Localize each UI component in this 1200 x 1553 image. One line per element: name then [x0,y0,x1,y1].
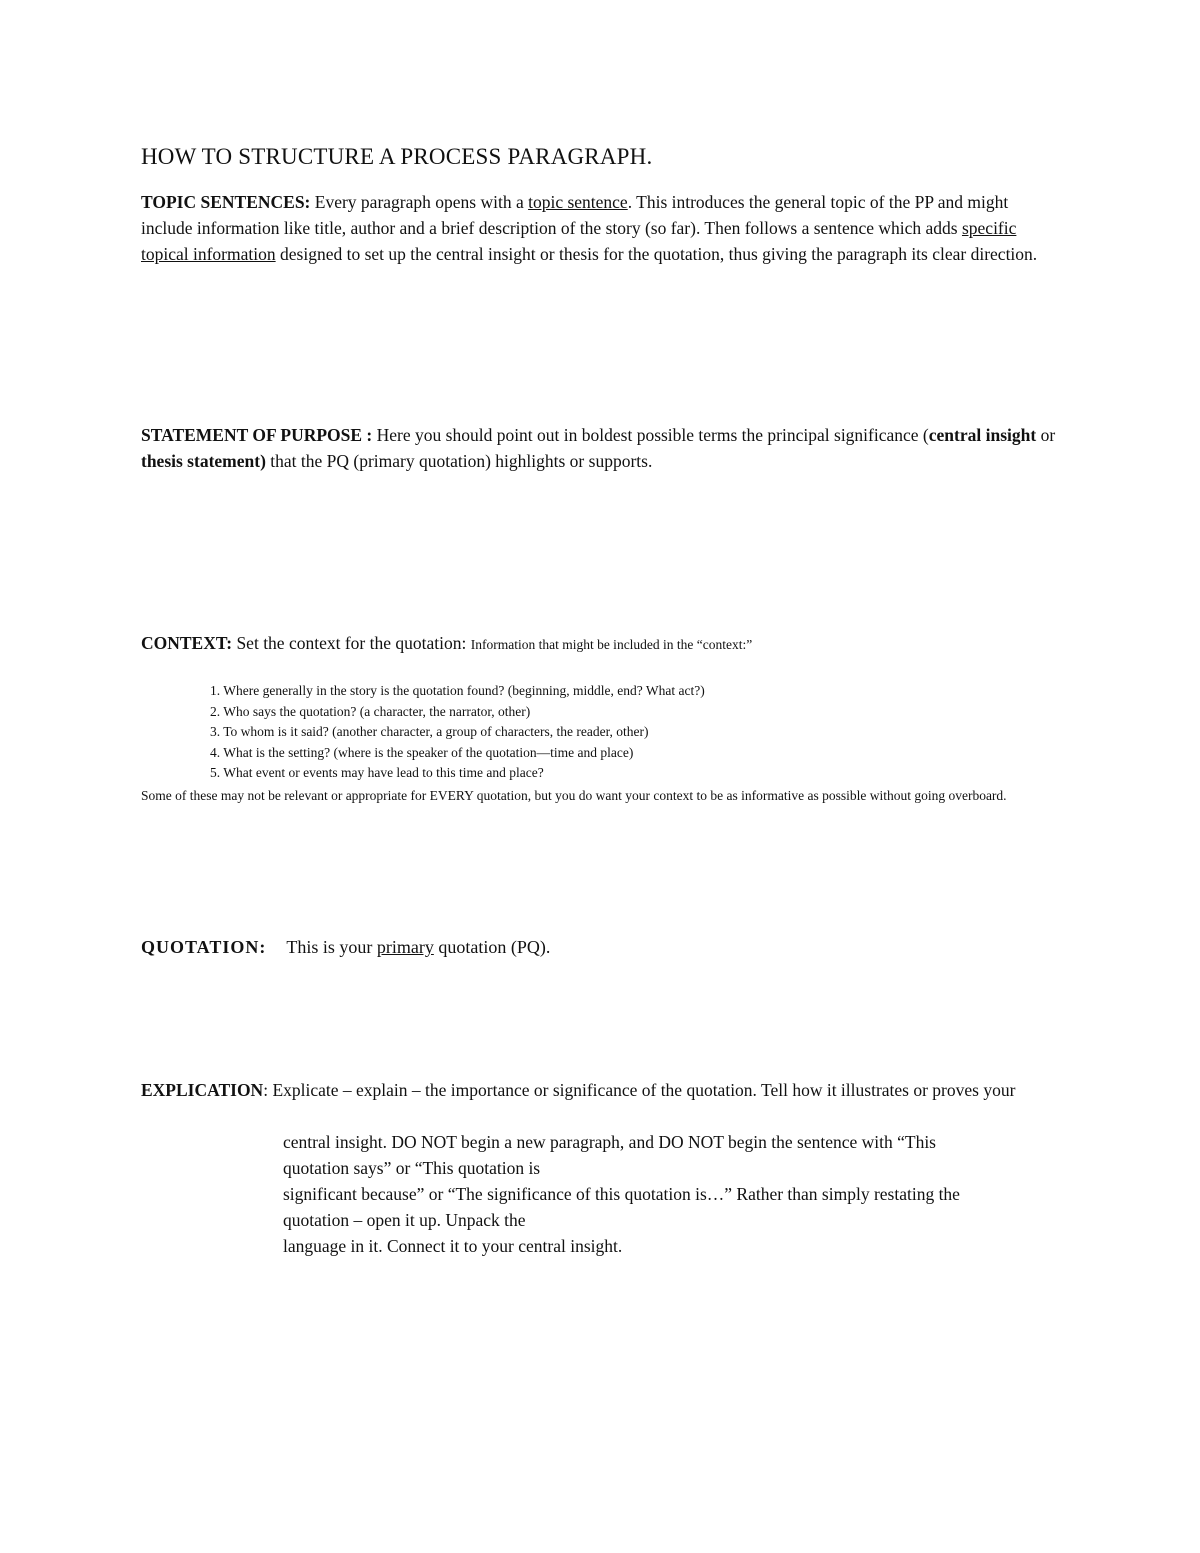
central-insight-bold: central insight [928,425,1037,445]
topic-sentences-section [141,189,1061,267]
quotation-section [141,934,1061,960]
topic-text-1: Every paragraph opens with a [310,192,529,212]
thesis-statement-bold: thesis statement) [141,451,266,471]
topic-text-3: designed to set up the central insight or thesis for the quotation, thus giving the paragraph its clear direction. [275,244,1038,264]
explication-text-1: : Explicate – explain – the importance or significance of the quotation. Tell how it illustrates or proves your [263,1080,1016,1100]
context-list [210,681,705,784]
context-note: Some of these may not be relevant or appropriate for EVERY quotation, but you do want your context to be as informative as possible without going overboard. [141,788,1007,803]
topic-text-2: . This introduces the general topic of the PP and might include information like title, author and a brief description of the story (so far). Then follows a sentence which adds [141,192,1009,238]
explication-section [141,1077,1061,1103]
quotation-text-2: quotation (PQ). [433,937,551,957]
quotation-text-1: This is your [286,937,377,957]
specific-topical-information-underline: specific topical information [141,218,1017,264]
purpose-text-2: or [1036,425,1056,445]
explication-line: quotation says” or “This quotation is [283,1158,541,1178]
purpose-text-1: Here you should point out in boldest possible terms the principal significance ( [372,425,929,445]
statement-of-purpose-section [141,422,1061,474]
primary-underline: primary [376,937,434,957]
context-label: CONTEXT: [141,633,233,653]
context-intro-text: Set the context for the quotation: [232,633,471,653]
explication-line: language in it. Connect it to your central insight. [283,1236,623,1256]
explication-line: central insight. DO NOT begin a new paragraph, and DO NOT begin the sentence with “This [283,1132,936,1152]
page-title: HOW TO STRUCTURE A PROCESS PARAGRAPH. [141,144,653,169]
explication-indented-text [283,1129,1063,1259]
topic-sentence-underline: topic sentence [528,192,628,212]
context-intro-small: Information that might be included in the “context:” [470,637,753,652]
context-list-item: 4. What is the setting? (where is the speaker of the quotation—time and place) [210,744,634,760]
context-list-item: 5. What event or events may have lead to this time and place? [210,765,544,781]
quotation-label: QUOTATION: [141,937,267,957]
context-section [141,630,1061,658]
explication-line: quotation – open it up. Unpack the [283,1210,526,1230]
context-list-item: 2. Who says the quotation? (a character, the narrator, other) [210,703,531,719]
context-list-item: 1. Where generally in the story is the quotation found? (beginning, middle, end? What act?) [210,683,705,698]
statement-of-purpose-label: STATEMENT OF PURPOSE : [141,425,373,445]
explication-line: significant because” or “The significance of this quotation is…” Rather than simply restating the [283,1184,960,1204]
explication-label: EXPLICATION [141,1080,264,1100]
context-list-item: 3. To whom is it said? (another character, a group of characters, the reader, other) [210,724,649,740]
topic-sentences-label: TOPIC SENTENCES: [141,192,311,212]
purpose-text-3: that the PQ (primary quotation) highlights or supports. [265,451,653,471]
